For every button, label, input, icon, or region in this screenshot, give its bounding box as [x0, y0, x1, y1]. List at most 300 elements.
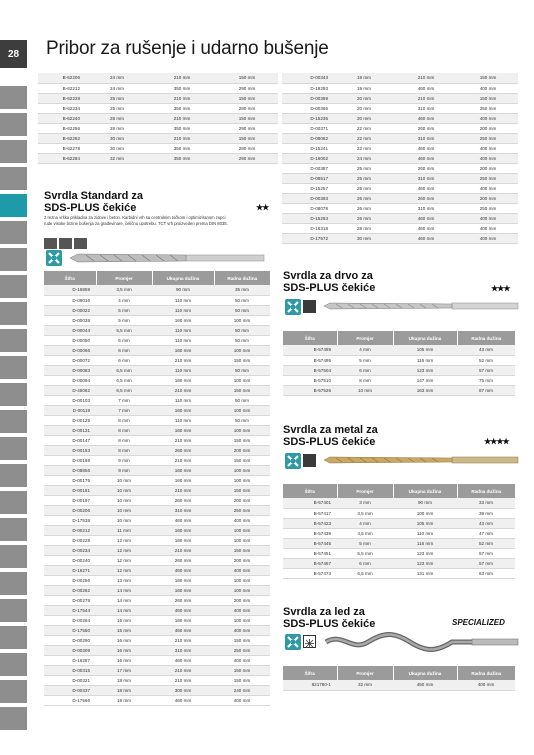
sidebar-tab[interactable] [0, 302, 27, 325]
table-row [282, 143, 518, 153]
sidebar-tab[interactable] [0, 248, 27, 271]
table-cell: 116 mm [393, 538, 457, 548]
table-cell: 20 mm [334, 103, 394, 113]
metal-title-line1: Svrdla za metal za [283, 424, 378, 436]
sidebar-tab[interactable] [0, 653, 27, 676]
column-header: Šifra [44, 271, 96, 285]
table-row [44, 465, 270, 475]
sidebar-tab[interactable] [0, 491, 27, 514]
table-cell: D-00153 [44, 445, 96, 455]
table-cell: D-16271 [44, 565, 96, 575]
table-row [282, 193, 518, 203]
table-row [38, 133, 278, 143]
table-row [38, 83, 278, 93]
table-cell: 110 mm [152, 395, 214, 405]
table-cell: 50 mm [214, 365, 270, 375]
table-cell: 105 mm [393, 518, 457, 528]
specialized-brand-label: SPECIALIZED [452, 618, 505, 627]
table-cell: D-00169 [44, 455, 96, 465]
table-cell: 210 mm [152, 435, 214, 445]
sidebar-tab[interactable] [0, 572, 27, 595]
table-cell: D-17566 [44, 695, 96, 705]
table-cell: D-15257 [282, 183, 334, 193]
sidebar-tab[interactable] [0, 221, 27, 244]
table-cell: D-00290 [44, 635, 96, 645]
table-row [44, 435, 270, 445]
top-left-table [38, 73, 278, 164]
table-cell: D-15235 [282, 113, 334, 123]
table-row [44, 375, 270, 385]
table-cell: 3,5 mm [96, 285, 152, 295]
table-cell: 260 mm [394, 163, 458, 173]
table-cell: 25 mm [334, 173, 394, 183]
column-header: Promjer [337, 484, 393, 498]
table-cell: 160 mm [152, 535, 214, 545]
table-cell: 15 mm [96, 625, 152, 635]
ice-title-line1: Svrdla za led za [283, 606, 365, 618]
table-cell: 14 mm [96, 585, 152, 595]
table-cell: D-00175 [44, 475, 96, 485]
table-cell: 310 mm [394, 203, 458, 213]
table-cell: 24 mm [86, 83, 148, 93]
table-cell: D-00147 [44, 435, 96, 445]
table-cell: D-00228 [44, 535, 96, 545]
table-cell: 12 mm [96, 555, 152, 565]
table-cell: 20 mm [334, 113, 394, 123]
table-cell: 210 mm [394, 73, 458, 83]
table-cell: D-15263 [282, 213, 334, 223]
sidebar-tab[interactable] [0, 329, 27, 352]
table-cell: 14 mm [96, 605, 152, 615]
table-cell: 39 mm [457, 508, 515, 518]
table-cell: D-00256 [44, 575, 96, 585]
table-cell: D-00125 [44, 415, 96, 425]
table-row [38, 123, 278, 133]
table-cell: 300 mm [152, 685, 214, 695]
table-cell: 210 mm [152, 635, 214, 645]
sidebar-tab[interactable] [0, 437, 27, 460]
table-cell: 43 mm [457, 518, 515, 528]
sidebar-tab[interactable] [0, 86, 27, 109]
table-cell: 28 mm [334, 223, 394, 233]
table-row [44, 355, 270, 365]
table-row [283, 528, 515, 538]
table-cell: 290 mm [216, 103, 278, 113]
table-cell: D-00206 [44, 505, 96, 515]
table-cell: D-00083 [44, 365, 96, 375]
table-cell: 123 mm [393, 548, 457, 558]
table-cell: D-00181 [44, 485, 96, 495]
table-cell: 18 mm [96, 675, 152, 685]
sidebar-tab[interactable] [0, 167, 27, 190]
table-cell: 400 mm [458, 233, 518, 243]
table-cell: 50 mm [214, 415, 270, 425]
table-cell: D-00094 [44, 375, 96, 385]
table-cell: 240 mm [214, 685, 270, 695]
table-cell: 28 mm [86, 123, 148, 133]
column-header: Radna dužina [457, 484, 515, 498]
table-cell: D-00393 [282, 193, 334, 203]
table-row [282, 233, 518, 243]
table-cell: 400 mm [458, 143, 518, 153]
table-cell: 150 mm [458, 93, 518, 103]
table-row [282, 153, 518, 163]
table-cell: 4 mm [337, 345, 393, 355]
table-cell: D-00119 [44, 405, 96, 415]
table-cell: 57 mm [457, 558, 515, 568]
table-cell: 52 mm [457, 538, 515, 548]
table-cell: D-00038 [44, 315, 96, 325]
table-cell: 160 mm [152, 315, 214, 325]
table-cell: 100 mm [214, 535, 270, 545]
standard-drill-bit-image [66, 251, 266, 265]
table-cell: D-17538 [44, 515, 96, 525]
table-row [44, 485, 270, 495]
table-cell: 4 mm [337, 518, 393, 528]
table-cell: 450 mm [393, 680, 457, 690]
table-cell: B-57401 [283, 498, 337, 508]
sidebar-tab[interactable] [0, 383, 27, 406]
table-cell: D-00337 [44, 685, 96, 695]
table-row [44, 365, 270, 375]
table-cell: 16 mm [96, 635, 152, 645]
table-cell: 22 mm [334, 123, 394, 133]
table-cell: 7 mm [96, 405, 152, 415]
table-row [44, 395, 270, 405]
table-cell: 100 mm [214, 575, 270, 585]
table-row [44, 665, 270, 675]
table-cell: 260 mm [394, 123, 458, 133]
column-header: Radna dužina [214, 271, 270, 285]
table-cell: D-00343 [282, 73, 334, 83]
table-cell: 17 mm [96, 665, 152, 675]
table-cell: 150 mm [214, 635, 270, 645]
sidebar-tab[interactable] [0, 680, 27, 703]
table-row [282, 113, 518, 123]
column-header: Promjer [337, 331, 393, 345]
column-header: Promjer [96, 271, 152, 285]
table-cell: 6,5 mm [96, 375, 152, 385]
table-cell: 310 mm [394, 103, 458, 113]
table-cell: 160 mm [152, 575, 214, 585]
wood-drill-table [283, 331, 515, 396]
sds-plus-icon [285, 453, 301, 469]
table-cell: 26 mm [334, 203, 394, 213]
table-cell: 123 mm [393, 365, 457, 375]
table-cell: 200 mm [458, 163, 518, 173]
table-cell: B-57439 [283, 528, 337, 538]
table-row [44, 635, 270, 645]
table-cell: D-00234 [44, 545, 96, 555]
sidebar-tab[interactable] [0, 707, 27, 730]
table-cell: 3 mm [337, 498, 393, 508]
table-cell: 16 mm [96, 645, 152, 655]
table-cell: 100 mm [214, 525, 270, 535]
table-row [282, 203, 518, 213]
sidebar-tab[interactable] [0, 545, 27, 568]
table-cell: D-00072 [44, 355, 96, 365]
table-cell: 8 mm [96, 415, 152, 425]
table-cell: 250 mm [458, 103, 518, 113]
table-cell: 460 mm [394, 143, 458, 153]
table-cell: 25 mm [86, 103, 148, 113]
table-cell: 8 mm [96, 445, 152, 455]
table-cell: 100 mm [214, 315, 270, 325]
ice-snowflake-icon [303, 635, 316, 648]
sds-plus-icon [285, 299, 301, 315]
table-cell: 460 mm [394, 223, 458, 233]
table-row [44, 595, 270, 605]
table-cell: 11 mm [96, 525, 152, 535]
table-cell: D-00262 [44, 585, 96, 595]
table-cell: 15 mm [96, 615, 152, 625]
table-cell: 260 mm [152, 495, 214, 505]
table-row [283, 355, 515, 365]
table-cell: 210 mm [148, 133, 216, 143]
table-cell: 13 mm [96, 575, 152, 585]
table-cell: B-62212 [38, 83, 86, 93]
table-cell: 210 mm [148, 73, 216, 83]
table-cell: 123 mm [393, 558, 457, 568]
table-cell: 5 mm [96, 305, 152, 315]
table-cell: 460 mm [394, 83, 458, 93]
wood-title-line2: SDS-PLUS čekiće [283, 282, 376, 294]
sidebar-tab[interactable] [0, 518, 27, 541]
table-cell: 4 mm [96, 295, 152, 305]
table-cell: 163 mm [393, 385, 457, 395]
table-cell: 160 mm [152, 345, 214, 355]
table-cell: B-57417 [283, 508, 337, 518]
table-row [44, 305, 270, 315]
table-cell: 19 mm [334, 73, 394, 83]
table-row [282, 123, 518, 133]
table-cell: D-16859 [44, 285, 96, 295]
table-cell: 260 mm [394, 193, 458, 203]
table-cell: 400 mm [458, 113, 518, 123]
metal-drill-bit-image [322, 453, 520, 467]
table-cell: 200 mm [214, 595, 270, 605]
table-cell: D-00212 [44, 525, 96, 535]
table-row [44, 385, 270, 395]
table-cell: 50 mm [214, 335, 270, 345]
table-cell: D-45062 [44, 385, 96, 395]
sidebar-tab[interactable] [0, 356, 27, 379]
column-header: Šifra [283, 331, 337, 345]
table-cell: 150 mm [216, 93, 278, 103]
table-cell: 57 mm [457, 548, 515, 558]
sidebar [0, 0, 27, 755]
table-row [44, 415, 270, 425]
table-cell: 24 mm [86, 73, 148, 83]
table-row [282, 163, 518, 173]
table-row [283, 385, 515, 395]
sidebar-tab[interactable] [0, 194, 27, 217]
table-row [44, 525, 270, 535]
table-cell: 460 mm [152, 695, 214, 705]
table-cell: 110 mm [152, 325, 214, 335]
table-row [38, 113, 278, 123]
wood-section-title [283, 270, 375, 294]
table-row [282, 103, 518, 113]
wood-rating-stars: ★★★ [491, 284, 510, 293]
table-cell: B-57451 [283, 548, 337, 558]
table-cell: 33 mm [457, 498, 515, 508]
table-row [283, 548, 515, 558]
table-cell: 50 mm [214, 295, 270, 305]
table-cell: B-57504 [283, 365, 337, 375]
table-cell: D-00321 [44, 675, 96, 685]
table-cell: 116 mm [393, 355, 457, 365]
table-cell: 400 mm [214, 625, 270, 635]
sidebar-tab[interactable] [0, 275, 27, 298]
table-cell: D-16287 [44, 655, 96, 665]
table-row [44, 425, 270, 435]
table-cell: 5 mm [337, 538, 393, 548]
table-cell: D-17550 [44, 625, 96, 635]
table-cell: 35 mm [214, 285, 270, 295]
standard-drill-table [44, 271, 270, 706]
table-cell: D-08517 [282, 173, 334, 183]
table-row [38, 143, 278, 153]
table-cell: 310 mm [152, 645, 214, 655]
table-cell: 160 mm [152, 375, 214, 385]
table-cell: B-62240 [38, 113, 86, 123]
table-cell: 28 mm [86, 113, 148, 123]
table-cell: 12 mm [96, 535, 152, 545]
table-cell: 6 mm [96, 355, 152, 365]
table-cell: 210 mm [152, 545, 214, 555]
table-cell: 10 mm [96, 495, 152, 505]
table-cell: 160 mm [152, 405, 214, 415]
metal-rating-stars: ★★★★ [484, 437, 509, 446]
table-cell: D-00022 [44, 305, 96, 315]
table-cell: 200 mm [458, 123, 518, 133]
table-cell: D-00240 [44, 555, 96, 565]
table-row [282, 173, 518, 183]
sidebar-tab[interactable] [0, 140, 27, 163]
table-cell: 400 mm [458, 213, 518, 223]
table-cell: 57 mm [457, 365, 515, 375]
table-cell: 250 mm [458, 203, 518, 213]
table-cell: 18 mm [96, 685, 152, 695]
table-cell: 110 mm [152, 335, 214, 345]
table-row [44, 315, 270, 325]
table-cell: 150 mm [214, 665, 270, 675]
table-cell: D-00359 [282, 93, 334, 103]
table-row [282, 93, 518, 103]
table-row [44, 295, 270, 305]
table-cell: 30 mm [86, 143, 148, 153]
sidebar-tab[interactable] [0, 599, 27, 622]
column-header: Šifra [283, 666, 337, 680]
table-cell: B-62256 [38, 123, 86, 133]
table-cell: 9 mm [96, 455, 152, 465]
table-row [38, 103, 278, 113]
table-cell: 160 mm [152, 525, 214, 535]
table-cell: 460 mm [394, 183, 458, 193]
table-cell: 25 mm [334, 183, 394, 193]
table-cell: 150 mm [458, 73, 518, 83]
table-cell: B-57489 [283, 345, 337, 355]
table-cell: 260 mm [152, 555, 214, 565]
table-row [44, 475, 270, 485]
table-cell: 26 mm [334, 213, 394, 223]
column-header: Radna dužina [457, 666, 515, 680]
sidebar-tab[interactable] [0, 410, 27, 433]
table-cell: D-19293 [282, 83, 334, 93]
table-cell: 8 mm [96, 435, 152, 445]
table-cell: 250 mm [458, 173, 518, 183]
table-row [44, 535, 270, 545]
application-icon-stone [74, 238, 87, 249]
table-cell: 7 mm [96, 395, 152, 405]
table-cell: 260 mm [152, 445, 214, 455]
table-cell: 6 mm [337, 558, 393, 568]
table-row [282, 213, 518, 223]
table-cell: 460 mm [394, 233, 458, 243]
table-cell: 10 mm [96, 505, 152, 515]
table-cell: 460 mm [152, 655, 214, 665]
table-row [44, 445, 270, 455]
table-cell: 290 mm [216, 143, 278, 153]
sidebar-tab[interactable] [0, 113, 27, 136]
table-cell: 6,5 mm [96, 385, 152, 395]
metal-title-line2: SDS-PLUS čekiće [283, 436, 376, 448]
table-row [282, 223, 518, 233]
sidebar-tab[interactable] [0, 626, 27, 649]
table-cell: D-17544 [44, 605, 96, 615]
table-cell: 5,5 mm [337, 548, 393, 558]
table-cell: 460 mm [152, 515, 214, 525]
table-cell: D-00315 [44, 665, 96, 675]
table-cell: 460 mm [394, 153, 458, 163]
sidebar-tab[interactable] [0, 464, 27, 487]
table-row [44, 585, 270, 595]
table-cell: 18 mm [96, 695, 152, 705]
table-cell: 400 mm [458, 223, 518, 233]
table-cell: 6 mm [337, 365, 393, 375]
table-cell: 25 mm [334, 163, 394, 173]
table-row [44, 495, 270, 505]
table-cell: 4,5 mm [337, 528, 393, 538]
column-header: Ukupna dužina [393, 484, 457, 498]
table-row [44, 345, 270, 355]
table-cell: 150 mm [214, 675, 270, 685]
top-right-table [282, 73, 518, 244]
table-cell: 3,5 mm [337, 508, 393, 518]
wood-application-icon [303, 300, 316, 313]
table-cell: 110 mm [152, 365, 214, 375]
table-cell: 210 mm [152, 665, 214, 675]
table-cell: 147 mm [393, 375, 457, 385]
table-cell: B-57473 [283, 568, 337, 578]
table-cell: 150 mm [216, 113, 278, 123]
table-cell: D-00066 [44, 345, 96, 355]
table-cell: 110 mm [393, 528, 457, 538]
table-row [282, 183, 518, 193]
table-cell: B-62228 [38, 93, 86, 103]
table-cell: 25 mm [86, 93, 148, 103]
table-cell: 32 mm [86, 153, 148, 163]
table-cell: 100 mm [393, 508, 457, 518]
table-cell: 105 mm [393, 345, 457, 355]
table-cell: 6,5 mm [96, 365, 152, 375]
table-cell: 26 mm [334, 193, 394, 203]
table-cell: 310 mm [394, 173, 458, 183]
table-cell: D-08856 [44, 465, 96, 475]
table-cell: 90 mm [393, 498, 457, 508]
table-row [283, 508, 515, 518]
